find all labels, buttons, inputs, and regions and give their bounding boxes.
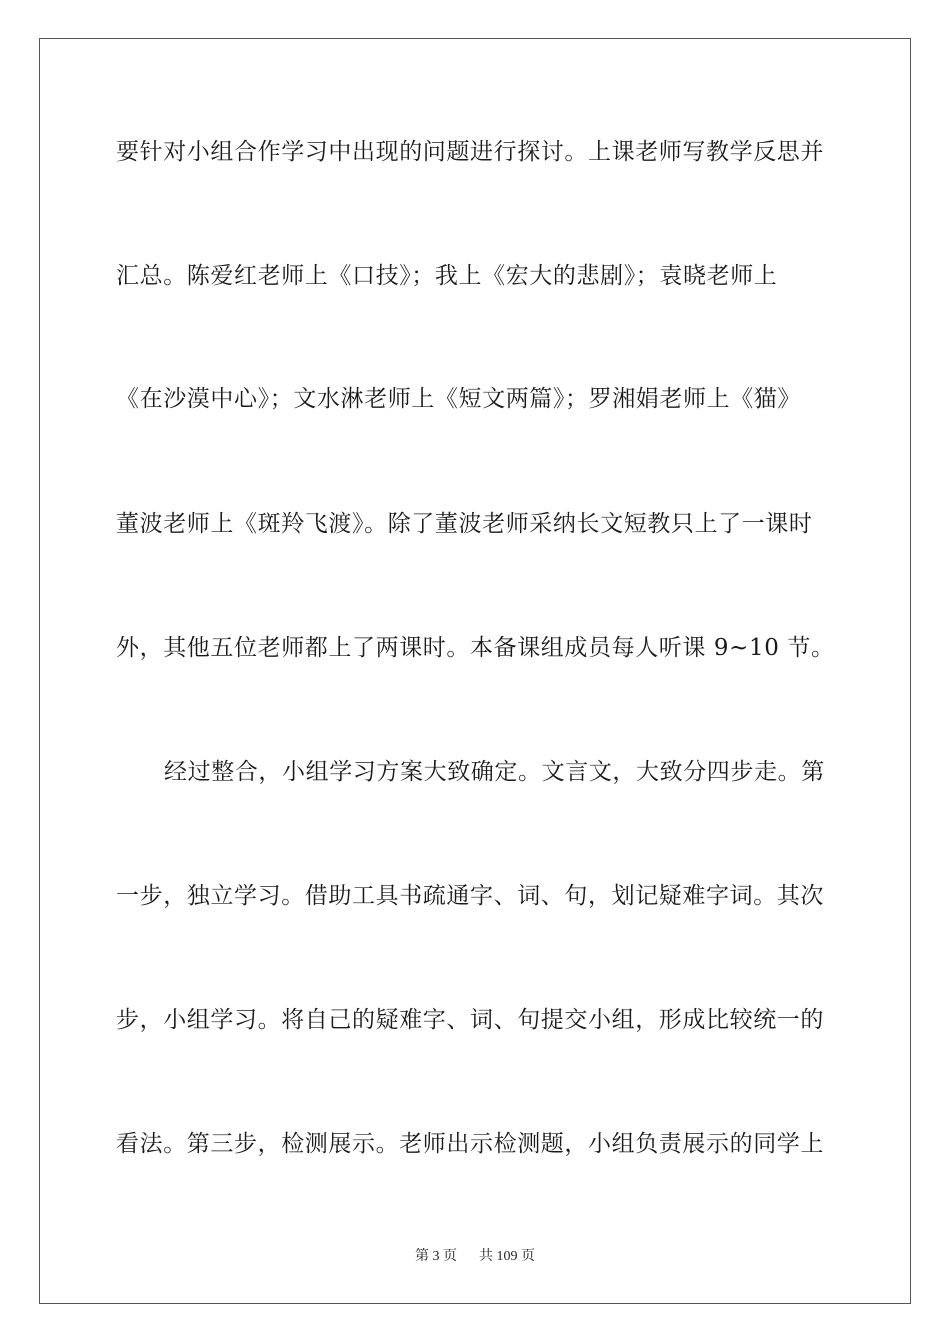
page-border bbox=[39, 38, 911, 1304]
body-line-2: 汇总。陈爱红老师上《口技》；我上《宏大的悲剧》；袁晓老师上 bbox=[116, 263, 778, 289]
paragraph-start-line: 经过整合，小组学习方案大致确定。文言文，大致分四步走。第 bbox=[164, 759, 825, 785]
body-line-1: 要针对小组合作学习中出现的问题进行探讨。上课老师写教学反思并 bbox=[116, 139, 824, 165]
body-line-4: 董波老师上《斑羚飞渡》。除了董波老师采纳长文短教只上了一课时 bbox=[116, 511, 813, 537]
body-line-8: 步，小组学习。将自己的疑难字、词、句提交小组，形成比较统一的 bbox=[116, 1007, 824, 1033]
body-line-5: 外，其他五位老师都上了两课时。本备课组成员每人听课 9~10 节。 bbox=[116, 635, 835, 661]
body-line-3: 《在沙漠中心》；文水淋老师上《短文两篇》；罗湘娟老师上《猫》 bbox=[116, 386, 801, 412]
page-number: 第 3 页 bbox=[415, 1249, 457, 1264]
page-footer bbox=[0, 1248, 950, 1266]
body-line-7: 一步，独立学习。借助工具书疏通字、词、句，划记疑难字词。其次 bbox=[116, 883, 824, 909]
body-line-9: 看法。第三步，检测展示。老师出示检测题，小组负责展示的同学上 bbox=[116, 1131, 824, 1157]
page-total: 共 109 页 bbox=[479, 1249, 535, 1264]
